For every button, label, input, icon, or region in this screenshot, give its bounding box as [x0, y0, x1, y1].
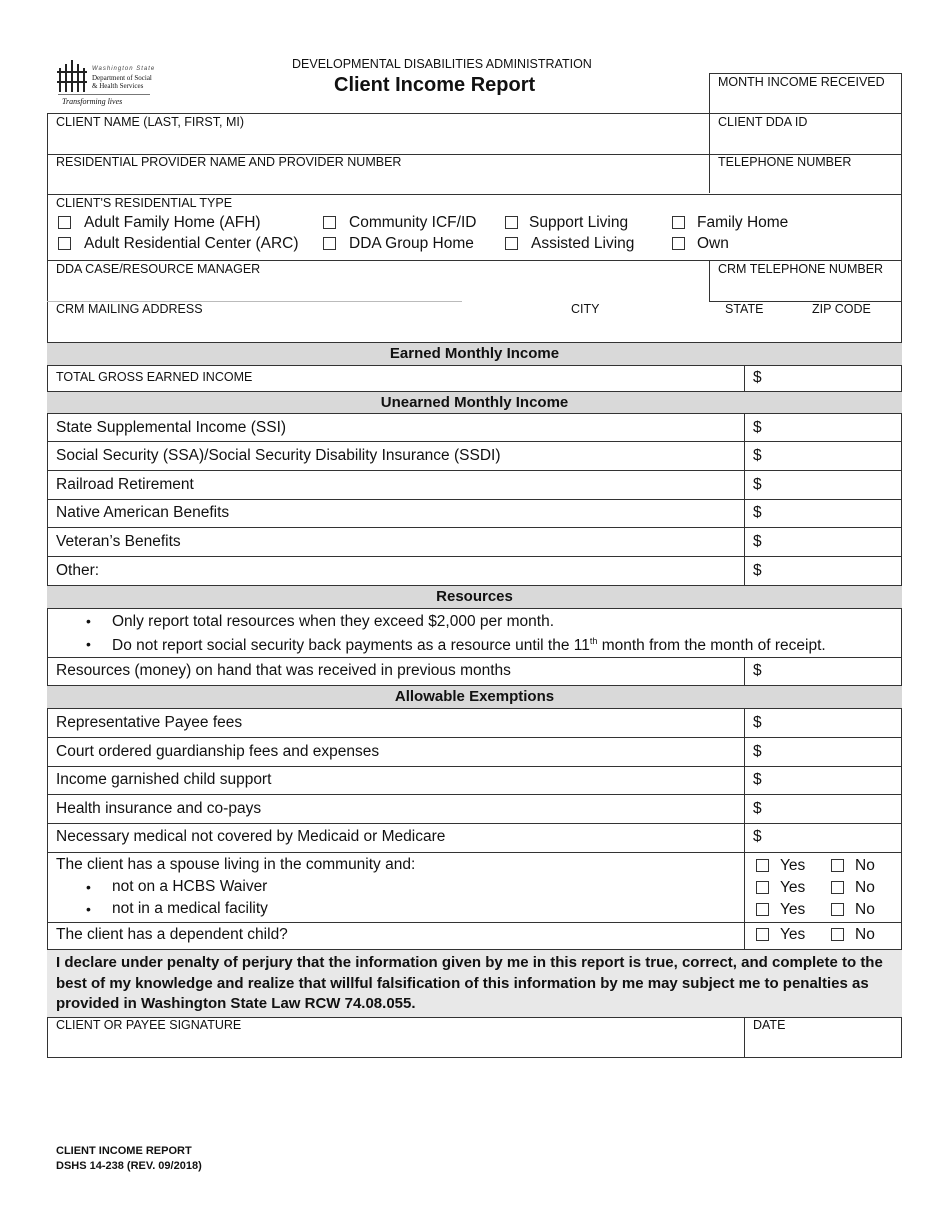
exemption-item: Court ordered guardianship fees and expenses: [56, 743, 380, 760]
dependent-no-checkbox[interactable]: [831, 928, 844, 941]
resources-header: Resources: [47, 585, 902, 609]
state-field[interactable]: STATE: [725, 302, 764, 316]
city-field[interactable]: CITY: [571, 302, 600, 316]
telephone-number-field[interactable]: TELEPHONE NUMBER: [718, 155, 852, 169]
waiver-no-checkbox[interactable]: [831, 881, 844, 894]
label-own: Own: [697, 235, 729, 252]
logo-department-line2: & Health Services: [92, 82, 144, 90]
client-dda-id-field[interactable]: CLIENT DDA ID: [718, 115, 808, 129]
unearned-amount[interactable]: $: [753, 562, 762, 579]
checkbox-afh[interactable]: [58, 216, 71, 229]
facility-yes-checkbox[interactable]: [756, 903, 769, 916]
exemption-item: Health insurance and co-pays: [56, 800, 262, 817]
logo-state: Washington State: [92, 66, 156, 72]
yes-label: Yes: [780, 857, 806, 874]
spouse-yes-checkbox[interactable]: [756, 859, 769, 872]
declaration-text: I declare under penalty of perjury that the information given by me in this report is true, correct, and complete to the best of my knowledge and realize that willful falsification of this information by me may subject me to penalties as provided in Washington State Law RCW 74.08.055.: [56, 954, 883, 1012]
spouse-sub-facility: not in a medical facility: [112, 900, 268, 917]
unearned-item: Native American Benefits: [56, 504, 230, 521]
label-arc: Adult Residential Center (ARC): [84, 235, 299, 252]
bullet-marker: •: [86, 636, 91, 652]
signature-field[interactable]: CLIENT OR PAYEE SIGNATURE: [56, 1018, 242, 1032]
exemption-amount[interactable]: $: [753, 828, 762, 845]
crm-mailing-address-field[interactable]: CRM MAILING ADDRESS: [56, 302, 203, 316]
unearned-item: Veteran’s Benefits: [56, 533, 181, 550]
no-label: No: [855, 901, 875, 918]
logo-department-line1: Department of Social: [92, 74, 152, 82]
zip-code-field[interactable]: ZIP CODE: [812, 302, 871, 316]
unearned-amount[interactable]: $: [753, 533, 762, 550]
crm-telephone-field[interactable]: CRM TELEPHONE NUMBER: [718, 262, 884, 276]
unearned-amount[interactable]: $: [753, 476, 762, 493]
bullet-marker: •: [86, 613, 91, 629]
facility-no-checkbox[interactable]: [831, 903, 844, 916]
label-assisted-living: Assisted Living: [531, 235, 635, 252]
dependent-question: The client has a dependent child?: [56, 926, 288, 943]
exemption-amount[interactable]: $: [753, 800, 762, 817]
footer-form-name: CLIENT INCOME REPORT: [56, 1145, 192, 1157]
declaration-block: [47, 949, 902, 1018]
agency-name: DEVELOPMENTAL DISABILITIES ADMINISTRATION: [292, 57, 592, 71]
label-community-icf: Community ICF/ID: [349, 214, 477, 231]
label-family-home: Family Home: [697, 214, 789, 231]
residential-type-label: CLIENT'S RESIDENTIAL TYPE: [56, 196, 233, 210]
exemption-amount[interactable]: $: [753, 743, 762, 760]
checkbox-assisted-living[interactable]: [505, 237, 518, 250]
dependent-yes-checkbox[interactable]: [756, 928, 769, 941]
exemption-amount[interactable]: $: [753, 714, 762, 731]
form-title: Client Income Report: [334, 74, 536, 96]
no-label: No: [855, 926, 875, 943]
no-label: No: [855, 879, 875, 896]
capitol-icon: [56, 58, 90, 96]
unearned-item: Railroad Retirement: [56, 476, 194, 493]
exemptions-header: Allowable Exemptions: [47, 685, 902, 709]
checkbox-support-living[interactable]: [505, 216, 518, 229]
unearned-amount[interactable]: $: [753, 419, 762, 436]
unearned-item: Social Security (SSA)/Social Security Disability Insurance (SSDI): [56, 447, 501, 464]
label-support-living: Support Living: [529, 214, 629, 231]
label-dda-group-home: DDA Group Home: [349, 235, 474, 252]
exemption-amount[interactable]: $: [753, 771, 762, 788]
resources-note-1: Only report total resources when they exceed $2,000 per month.: [112, 613, 554, 630]
spouse-no-checkbox[interactable]: [831, 859, 844, 872]
exemption-item: Income garnished child support: [56, 771, 272, 788]
resources-on-hand-label: Resources (money) on hand that was received in previous months: [56, 662, 511, 679]
unearned-item: State Supplemental Income (SSI): [56, 419, 287, 436]
unearned-amount[interactable]: $: [753, 447, 762, 464]
client-name-field[interactable]: CLIENT NAME (LAST, FIRST, MI): [56, 115, 244, 129]
residential-provider-field[interactable]: RESIDENTIAL PROVIDER NAME AND PROVIDER NUMBER: [56, 155, 402, 169]
checkbox-own[interactable]: [672, 237, 685, 250]
yes-label: Yes: [780, 879, 806, 896]
label-afh: Adult Family Home (AFH): [84, 214, 261, 231]
resources-on-hand-amount[interactable]: $: [753, 662, 762, 679]
total-gross-earned-amount[interactable]: $: [753, 369, 762, 386]
checkbox-family-home[interactable]: [672, 216, 685, 229]
spouse-question: The client has a spouse living in the community and:: [56, 856, 416, 873]
date-field[interactable]: DATE: [753, 1018, 786, 1032]
unearned-item: Other:: [56, 562, 100, 579]
checkbox-dda-group-home[interactable]: [323, 237, 336, 250]
yes-label: Yes: [780, 926, 806, 943]
total-gross-earned-label: TOTAL GROSS EARNED INCOME: [56, 370, 253, 384]
exemption-item: Necessary medical not covered by Medicaid or Medicare: [56, 828, 446, 845]
bullet-marker: •: [86, 901, 91, 917]
no-label: No: [855, 857, 875, 874]
earned-income-header: Earned Monthly Income: [47, 342, 902, 366]
unearned-income-header: Unearned Monthly Income: [47, 391, 902, 414]
exemption-item: Representative Payee fees: [56, 714, 243, 731]
dshs-logo: [56, 56, 156, 110]
case-manager-field[interactable]: DDA CASE/RESOURCE MANAGER: [56, 262, 261, 276]
logo-divider: [58, 94, 150, 95]
checkbox-community-icf[interactable]: [323, 216, 336, 229]
month-income-label: MONTH INCOME RECEIVED: [718, 75, 885, 89]
footer-form-number: DSHS 14-238 (REV. 09/2018): [56, 1160, 202, 1172]
yes-label: Yes: [780, 901, 806, 918]
bullet-marker: •: [86, 879, 91, 895]
logo-tagline: Transforming lives: [62, 97, 123, 106]
waiver-yes-checkbox[interactable]: [756, 881, 769, 894]
checkbox-arc[interactable]: [58, 237, 71, 250]
unearned-amount[interactable]: $: [753, 504, 762, 521]
resources-note-2: Do not report social security back payments as a resource until the 11th month from the month of receipt.: [112, 636, 826, 655]
spouse-sub-waiver: not on a HCBS Waiver: [112, 878, 268, 895]
